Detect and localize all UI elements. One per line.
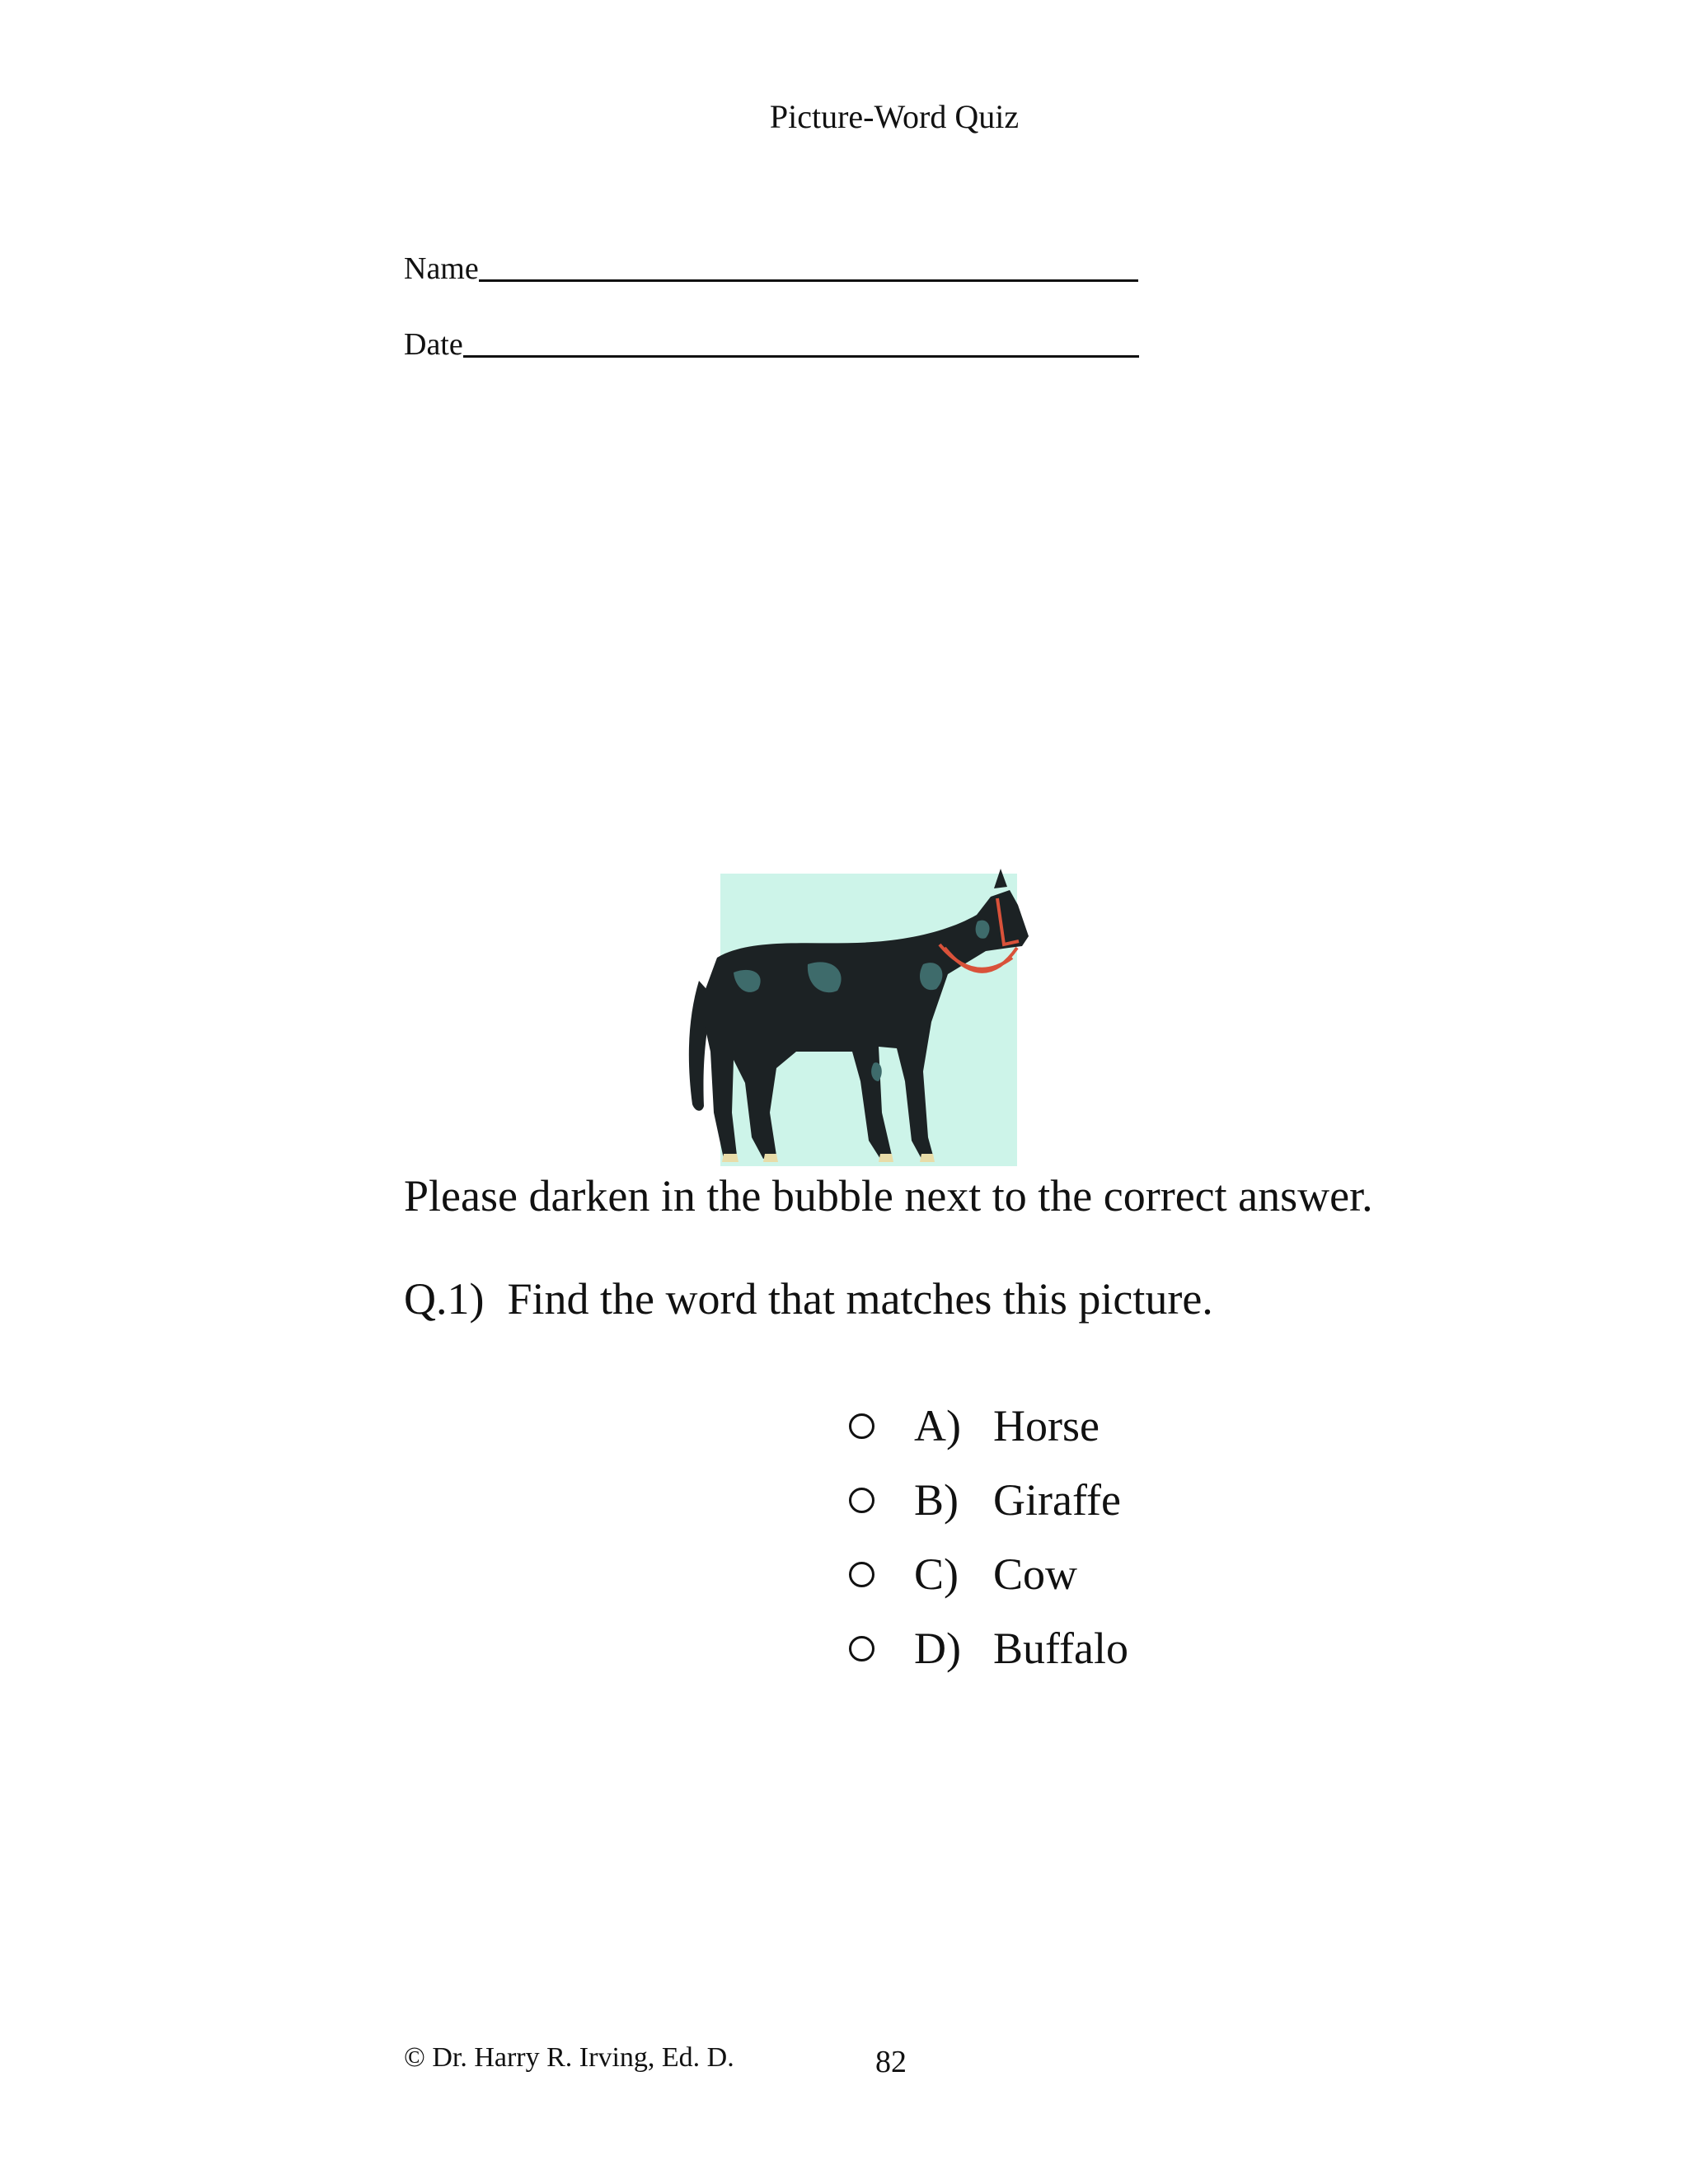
page-title: Picture-Word Quiz xyxy=(769,98,1020,135)
option-b[interactable] xyxy=(849,1463,1128,1537)
option-text-d: Buffalo xyxy=(993,1624,1128,1673)
option-text-c: Cow xyxy=(993,1549,1078,1599)
date-blank-line[interactable] xyxy=(463,352,1139,358)
answer-options xyxy=(849,1389,1128,1685)
answer-bubble-a[interactable] xyxy=(849,1413,874,1439)
name-label: Name xyxy=(404,251,479,286)
quiz-instructions: Please darken in the bubble next to the correct answer. xyxy=(404,1171,1373,1221)
option-letter-b: B) xyxy=(914,1475,959,1525)
footer-copyright: © Dr. Harry R. Irving, Ed. D. xyxy=(404,2042,734,2073)
option-text-b: Giraffe xyxy=(993,1475,1121,1525)
answer-bubble-b[interactable] xyxy=(849,1488,874,1513)
option-d[interactable] xyxy=(849,1611,1128,1685)
horse-illustration xyxy=(684,865,1088,1179)
option-letter-c: C) xyxy=(914,1549,959,1599)
option-letter-d: D) xyxy=(914,1624,961,1673)
date-field xyxy=(404,326,1139,363)
question xyxy=(404,1273,1213,1324)
option-text-a: Horse xyxy=(993,1401,1100,1451)
name-blank-line[interactable] xyxy=(479,276,1138,282)
name-field xyxy=(404,251,1138,287)
question-number: Q.1) xyxy=(404,1274,485,1324)
option-c[interactable] xyxy=(849,1537,1128,1611)
answer-bubble-c[interactable] xyxy=(849,1562,874,1587)
date-label: Date xyxy=(404,327,463,362)
question-text: Find the word that matches this picture. xyxy=(507,1274,1213,1324)
page-number: 82 xyxy=(875,2045,907,2079)
answer-bubble-d[interactable] xyxy=(849,1636,874,1661)
option-a[interactable] xyxy=(849,1389,1128,1463)
option-letter-a: A) xyxy=(914,1401,961,1451)
